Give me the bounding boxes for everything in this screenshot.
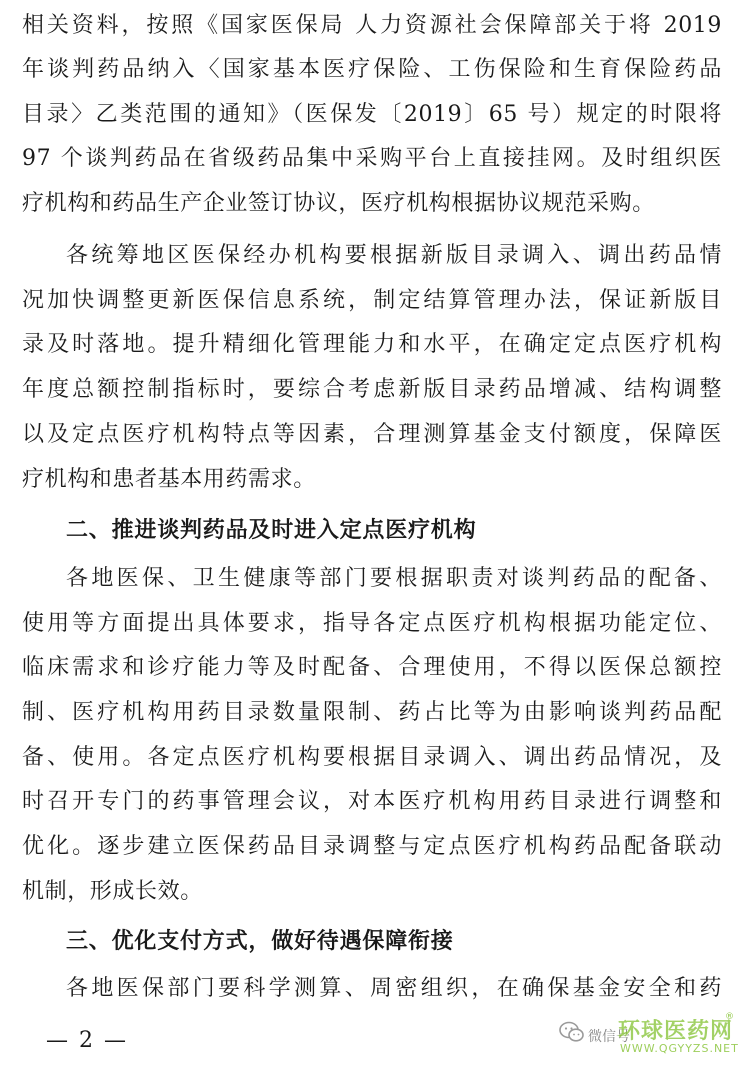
section-heading: 二、推进谈判药品及时进入定点医疗机构 bbox=[66, 518, 477, 543]
body-text-line: 以及定点医疗机构特点等因素，合理测算基金支付额度，保障医 bbox=[22, 422, 722, 447]
body-text-line: 目录〉乙类范围的通知》（医保发〔2019〕65 号）规定的时限将 bbox=[22, 102, 722, 127]
body-text-line: 各统筹地区医保经办机构要根据新版目录调入、调出药品情 bbox=[66, 243, 722, 268]
body-text-line: 年谈判药品纳入〈国家基本医疗保险、工伤保险和生育保险药品 bbox=[22, 57, 722, 82]
body-text-line: 制、医疗机构用药目录数量限制、药占比等为由影响谈判药品配 bbox=[22, 700, 722, 725]
body-text-line: 97 个谈判药品在省级药品集中采购平台上直接挂网。及时组织医 bbox=[22, 146, 722, 171]
body-text-line: 各地医保部门要科学测算、周密组织，在确保基金安全和药 bbox=[66, 976, 722, 1001]
body-text-line: 录及时落地。提升精细化管理能力和水平，在确定定点医疗机构 bbox=[22, 332, 722, 357]
body-text-line: 况加快调整更新医保信息系统，制定结算管理办法，保证新版目 bbox=[22, 288, 722, 313]
body-text-line: 时召开专门的药事管理会议，对本医疗机构用药目录进行调整和 bbox=[22, 789, 722, 814]
watermark-account-label: 微信号 bbox=[588, 1029, 630, 1045]
body-text-line: 优化。逐步建立医保药品目录调整与定点医疗机构药品配备联动 bbox=[22, 834, 722, 859]
section-heading: 三、优化支付方式，做好待遇保障衔接 bbox=[66, 929, 454, 954]
body-text-line: 年度总额控制指标时，要综合考虑新版目录药品增减、结构调整 bbox=[22, 377, 722, 402]
body-text-line: 相关资料，按照《国家医保局 人力资源社会保障部关于将 2019 bbox=[22, 13, 722, 38]
body-text-line: 临床需求和诊疗能力等及时配备、合理使用，不得以医保总额控 bbox=[22, 655, 722, 680]
page-number: — 2 — bbox=[46, 1028, 128, 1053]
body-text-line: 各地医保、卫生健康等部门要根据职责对谈判药品的配备、 bbox=[66, 566, 722, 591]
body-text-line: 疗机构和药品生产企业签订协议，医疗机构根据协议规范采购。 bbox=[22, 191, 655, 216]
registered-mark: ® bbox=[725, 1012, 734, 1022]
watermark-logo: 环球医药网 bbox=[618, 1019, 734, 1044]
wechat-icon bbox=[558, 1018, 586, 1046]
body-text-line: 疗机构和患者基本用药需求。 bbox=[22, 467, 316, 492]
body-text-line: 备、使用。各定点医疗机构要根据目录调入、调出药品情况，及 bbox=[22, 745, 722, 770]
watermark-url: WWW.QGYYZS.NET bbox=[620, 1042, 739, 1055]
watermark bbox=[558, 1012, 738, 1062]
body-text-line: 使用等方面提出具体要求，指导各定点医疗机构根据功能定位、 bbox=[22, 611, 722, 636]
body-text-line: 机制，形成长效。 bbox=[22, 879, 203, 904]
